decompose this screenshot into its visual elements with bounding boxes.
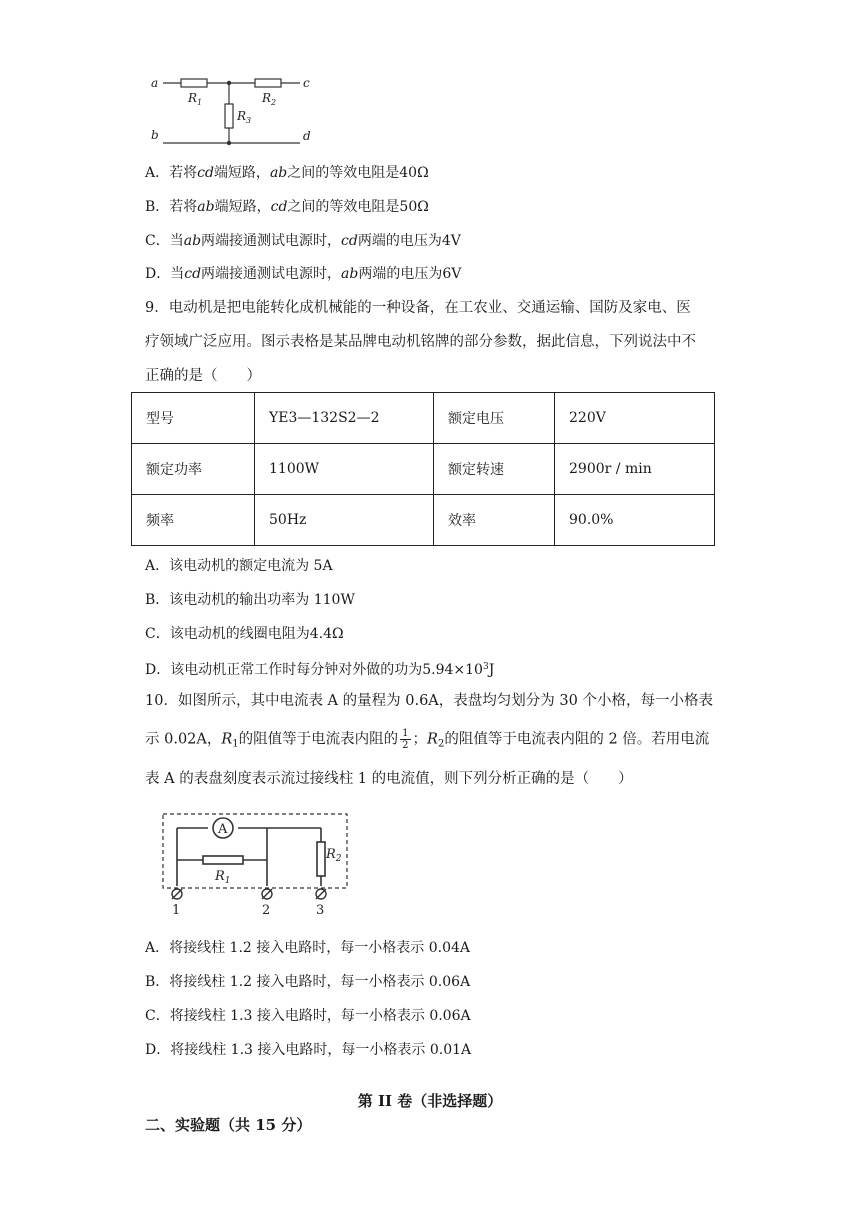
q8-option-a: A．若将cd端短路，ab之间的等效电阻是40Ω <box>145 165 429 181</box>
q9-option-d: D．该电动机正常工作时每分钟对外做的功为$5.94\times 10^3J$ <box>145 662 495 678</box>
table-cell: 频率 <box>132 495 255 546</box>
circuit-diagram-1 <box>145 72 320 152</box>
table-cell: 90.0% <box>555 495 715 546</box>
q9-option-a: A．该电动机的额定电流为 5A <box>145 558 333 574</box>
table-cell: 额定电压 <box>434 393 555 444</box>
q9-option-b: B．该电动机的输出功率为 110W <box>145 592 355 608</box>
table-cell: 1100W <box>255 444 434 495</box>
q10-stem-line-3: 表 A 的表盘刻度表示流过接线柱 1 的电流值，则下列分析正确的是（ ） <box>145 771 633 787</box>
table-cell: 50Hz <box>255 495 434 546</box>
svg-text:R2: $R_2$ <box>326 847 342 864</box>
q10-stem-line-1: 10．如图所示，其中电流表 A 的量程为 0.6A，表盘均匀划分为 30 个小格，每一小格表 <box>145 693 713 709</box>
table-row <box>132 495 715 546</box>
section-heading: 二、实验题（共 15 分） <box>145 1116 312 1134</box>
table-cell: YE3—132S2—2 <box>255 393 434 444</box>
terminal-c: c <box>303 76 310 90</box>
q8-option-c: C．当ab两端接通测试电源时，cd两端的电压为4V <box>145 233 461 249</box>
fraction-one-half: $\frac{1}{2}$ <box>402 728 409 751</box>
q10-option-d: D．将接线柱 1.3 接入电路时，每一小格表示 0.01A <box>145 1042 472 1058</box>
q10-option-b: B．将接线柱 1.2 接入电路时，每一小格表示 0.06A <box>145 974 471 990</box>
table-row <box>132 444 715 495</box>
table-row <box>132 393 715 444</box>
svg-text:R1: $R_1$ <box>188 91 203 107</box>
svg-text:R2: $R_2$ <box>262 91 277 107</box>
terminal-d: d <box>303 129 311 143</box>
q10-stem-line-2: 示 0.02A，$R_1$的阻值等于电流表内阻的 $\frac{1}{2}$ ；$R_2$的阻值等于电流表内阻的 2 倍。若用电流 <box>145 728 710 751</box>
terminal-a: a <box>151 76 159 90</box>
table-cell: 型号 <box>132 393 255 444</box>
circuit-diagram-2 <box>155 808 355 918</box>
q9-stem-line-3: 正确的是（ ） <box>145 368 261 384</box>
q10-option-c: C．将接线柱 1.3 接入电路时，每一小格表示 0.06A <box>145 1008 471 1024</box>
post-1: 1 <box>172 903 181 918</box>
q8-option-d: D．当cd两端接通测试电源时，ab两端的电压为6V <box>145 266 462 282</box>
q9-option-c: C．该电动机的线圈电阻为4.4Ω <box>145 626 344 642</box>
svg-text:R3: $R_3$ <box>237 109 252 125</box>
terminal-b: b <box>151 128 159 142</box>
table-cell: 220V <box>555 393 715 444</box>
table-cell: 额定转速 <box>434 444 555 495</box>
ammeter-label: A <box>218 822 228 837</box>
q10-option-a: A．将接线柱 1.2 接入电路时，每一小格表示 0.04A <box>145 940 471 956</box>
table-cell: 2900r / min <box>555 444 715 495</box>
q8-option-b: B．若将ab端短路，cd之间的等效电阻是50Ω <box>145 199 429 215</box>
post-3: 3 <box>316 903 325 918</box>
svg-text:R1: $R_1$ <box>215 869 231 886</box>
q9-stem-line-1: 9．电动机是把电能转化成机械能的一种设备，在工农业、交通运输、国防及家电、医 <box>145 300 691 316</box>
post-2: 2 <box>262 903 271 918</box>
table-cell: 额定功率 <box>132 444 255 495</box>
q9-stem-line-2: 疗领域广泛应用。图示表格是某品牌电动机铭牌的部分参数，据此信息，下列说法中不 <box>145 334 696 350</box>
section-title: 第 II 卷（非选择题） <box>357 1092 503 1110</box>
motor-nameplate-table <box>131 392 715 546</box>
table-cell: 效率 <box>434 495 555 546</box>
